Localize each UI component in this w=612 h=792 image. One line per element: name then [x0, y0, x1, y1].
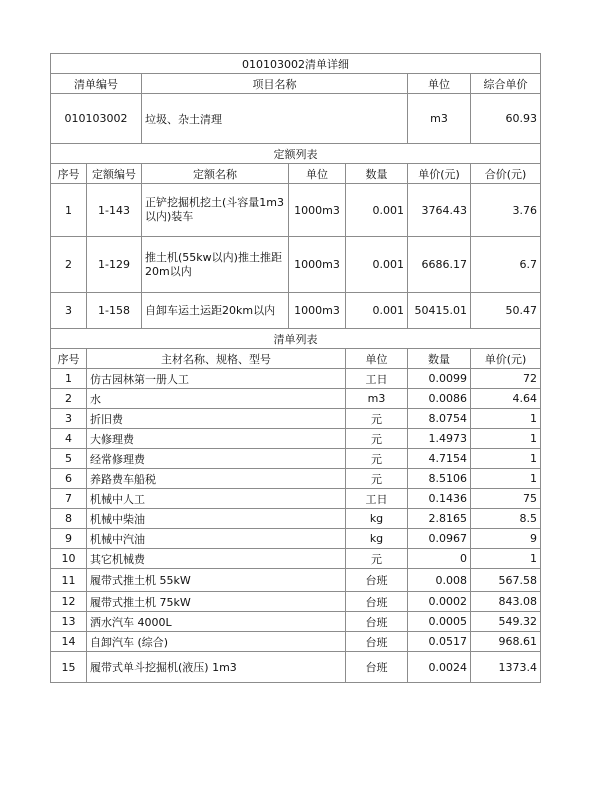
material-no: 10	[51, 549, 87, 569]
quota-code: 1-129	[87, 237, 142, 293]
bill-name: 垃圾、杂土清理	[142, 94, 408, 144]
material-unit: 台班	[346, 592, 408, 612]
quota-no: 1	[51, 184, 87, 237]
quota-row	[51, 293, 541, 329]
material-section-title: 清单列表	[51, 329, 541, 349]
bill-row	[51, 94, 541, 144]
material-row	[51, 549, 541, 569]
material-row	[51, 409, 541, 429]
material-row	[51, 449, 541, 469]
material-no: 13	[51, 612, 87, 632]
material-no: 11	[51, 569, 87, 592]
material-unit: kg	[346, 529, 408, 549]
quota-section-row	[51, 144, 541, 164]
material-header-cell: 序号	[51, 349, 87, 369]
material-price: 549.32	[471, 612, 541, 632]
material-no: 4	[51, 429, 87, 449]
material-header-cell: 主材名称、规格、型号	[87, 349, 346, 369]
material-name: 其它机械费	[87, 549, 346, 569]
material-header-cell: 单位	[346, 349, 408, 369]
material-header-cell: 数量	[408, 349, 471, 369]
material-name: 洒水汽车 4000L	[87, 612, 346, 632]
material-header-row	[51, 349, 541, 369]
quota-section-title: 定额列表	[51, 144, 541, 164]
bill-price: 60.93	[471, 94, 541, 144]
material-no: 5	[51, 449, 87, 469]
material-unit: 元	[346, 449, 408, 469]
material-price: 567.58	[471, 569, 541, 592]
material-no: 6	[51, 469, 87, 489]
material-no: 12	[51, 592, 87, 612]
material-unit: 工日	[346, 489, 408, 509]
material-no: 7	[51, 489, 87, 509]
quota-header-cell: 定额名称	[142, 164, 289, 184]
material-no: 8	[51, 509, 87, 529]
bill-code-header: 清单编号	[51, 74, 142, 94]
bill-header-row	[51, 74, 541, 94]
quota-header-cell: 定额编号	[87, 164, 142, 184]
material-name: 水	[87, 389, 346, 409]
material-qty: 0.0024	[408, 652, 471, 683]
material-row	[51, 592, 541, 612]
material-name: 养路费车船税	[87, 469, 346, 489]
material-price: 8.5	[471, 509, 541, 529]
material-price: 72	[471, 369, 541, 389]
material-unit: 台班	[346, 632, 408, 652]
material-qty: 4.7154	[408, 449, 471, 469]
quota-total: 3.76	[471, 184, 541, 237]
title-row	[51, 54, 541, 74]
material-qty: 0.008	[408, 569, 471, 592]
material-no: 2	[51, 389, 87, 409]
bill-code: 010103002	[51, 94, 142, 144]
quota-name: 正铲挖掘机挖土(斗容量1m3以内)装车	[142, 184, 289, 237]
material-qty: 0.1436	[408, 489, 471, 509]
quota-price: 50415.01	[408, 293, 471, 329]
material-qty: 8.5106	[408, 469, 471, 489]
quota-name: 推土机(55kw以内)推土推距20m以内	[142, 237, 289, 293]
quota-name: 自卸车运土运距20km以内	[142, 293, 289, 329]
material-header-cell: 单价(元)	[471, 349, 541, 369]
material-name: 仿古园林第一册人工	[87, 369, 346, 389]
material-no: 14	[51, 632, 87, 652]
material-qty: 0.0002	[408, 592, 471, 612]
material-row	[51, 369, 541, 389]
quota-header-cell: 合价(元)	[471, 164, 541, 184]
material-row	[51, 469, 541, 489]
quota-header-cell: 单价(元)	[408, 164, 471, 184]
material-name: 机械中柴油	[87, 509, 346, 529]
quota-total: 50.47	[471, 293, 541, 329]
material-price: 75	[471, 489, 541, 509]
bill-detail-table	[50, 53, 541, 683]
material-unit: 元	[346, 409, 408, 429]
quota-no: 2	[51, 237, 87, 293]
material-price: 968.61	[471, 632, 541, 652]
material-unit: 元	[346, 429, 408, 449]
quota-unit: 1000m3	[289, 184, 346, 237]
material-unit: 元	[346, 469, 408, 489]
bill-unit-header: 单位	[408, 74, 471, 94]
material-name: 自卸汽车 (综合)	[87, 632, 346, 652]
material-qty: 0	[408, 549, 471, 569]
material-unit: 台班	[346, 569, 408, 592]
material-price: 9	[471, 529, 541, 549]
material-row	[51, 569, 541, 592]
material-no: 15	[51, 652, 87, 683]
quota-qty: 0.001	[346, 293, 408, 329]
material-qty: 0.0099	[408, 369, 471, 389]
material-price: 843.08	[471, 592, 541, 612]
material-name: 履带式单斗挖掘机(液压) 1m3	[87, 652, 346, 683]
material-row	[51, 509, 541, 529]
material-unit: m3	[346, 389, 408, 409]
material-name: 履带式推土机 55kW	[87, 569, 346, 592]
material-qty: 1.4973	[408, 429, 471, 449]
material-section-row	[51, 329, 541, 349]
quota-header-row	[51, 164, 541, 184]
quota-total: 6.7	[471, 237, 541, 293]
material-name: 大修理费	[87, 429, 346, 449]
quota-header-cell: 序号	[51, 164, 87, 184]
material-no: 1	[51, 369, 87, 389]
material-price: 1	[471, 449, 541, 469]
page-title: 010103002清单详细	[51, 54, 541, 74]
quota-code: 1-158	[87, 293, 142, 329]
material-row	[51, 489, 541, 509]
material-unit: 台班	[346, 612, 408, 632]
quota-price: 6686.17	[408, 237, 471, 293]
material-row	[51, 632, 541, 652]
material-row	[51, 652, 541, 683]
quota-qty: 0.001	[346, 184, 408, 237]
quota-no: 3	[51, 293, 87, 329]
quota-code: 1-143	[87, 184, 142, 237]
material-name: 折旧费	[87, 409, 346, 429]
quota-header-cell: 单位	[289, 164, 346, 184]
material-no: 9	[51, 529, 87, 549]
material-price: 1373.4	[471, 652, 541, 683]
material-unit: 元	[346, 549, 408, 569]
material-row	[51, 389, 541, 409]
material-qty: 0.0517	[408, 632, 471, 652]
bill-name-header: 项目名称	[142, 74, 408, 94]
quota-unit: 1000m3	[289, 237, 346, 293]
material-qty: 2.8165	[408, 509, 471, 529]
material-price: 1	[471, 469, 541, 489]
material-row	[51, 612, 541, 632]
material-unit: 工日	[346, 369, 408, 389]
material-name: 机械中人工	[87, 489, 346, 509]
material-qty: 8.0754	[408, 409, 471, 429]
material-qty: 0.0086	[408, 389, 471, 409]
material-name: 履带式推土机 75kW	[87, 592, 346, 612]
material-price: 1	[471, 549, 541, 569]
material-no: 3	[51, 409, 87, 429]
bill-unit: m3	[408, 94, 471, 144]
material-name: 机械中汽油	[87, 529, 346, 549]
material-name: 经常修理费	[87, 449, 346, 469]
material-price: 1	[471, 429, 541, 449]
material-unit: 台班	[346, 652, 408, 683]
quota-unit: 1000m3	[289, 293, 346, 329]
quota-row	[51, 184, 541, 237]
material-qty: 0.0005	[408, 612, 471, 632]
quota-header-cell: 数量	[346, 164, 408, 184]
material-price: 1	[471, 409, 541, 429]
material-qty: 0.0967	[408, 529, 471, 549]
quota-price: 3764.43	[408, 184, 471, 237]
quota-qty: 0.001	[346, 237, 408, 293]
material-row	[51, 529, 541, 549]
quota-row	[51, 237, 541, 293]
bill-price-header: 综合单价	[471, 74, 541, 94]
material-row	[51, 429, 541, 449]
material-unit: kg	[346, 509, 408, 529]
material-price: 4.64	[471, 389, 541, 409]
